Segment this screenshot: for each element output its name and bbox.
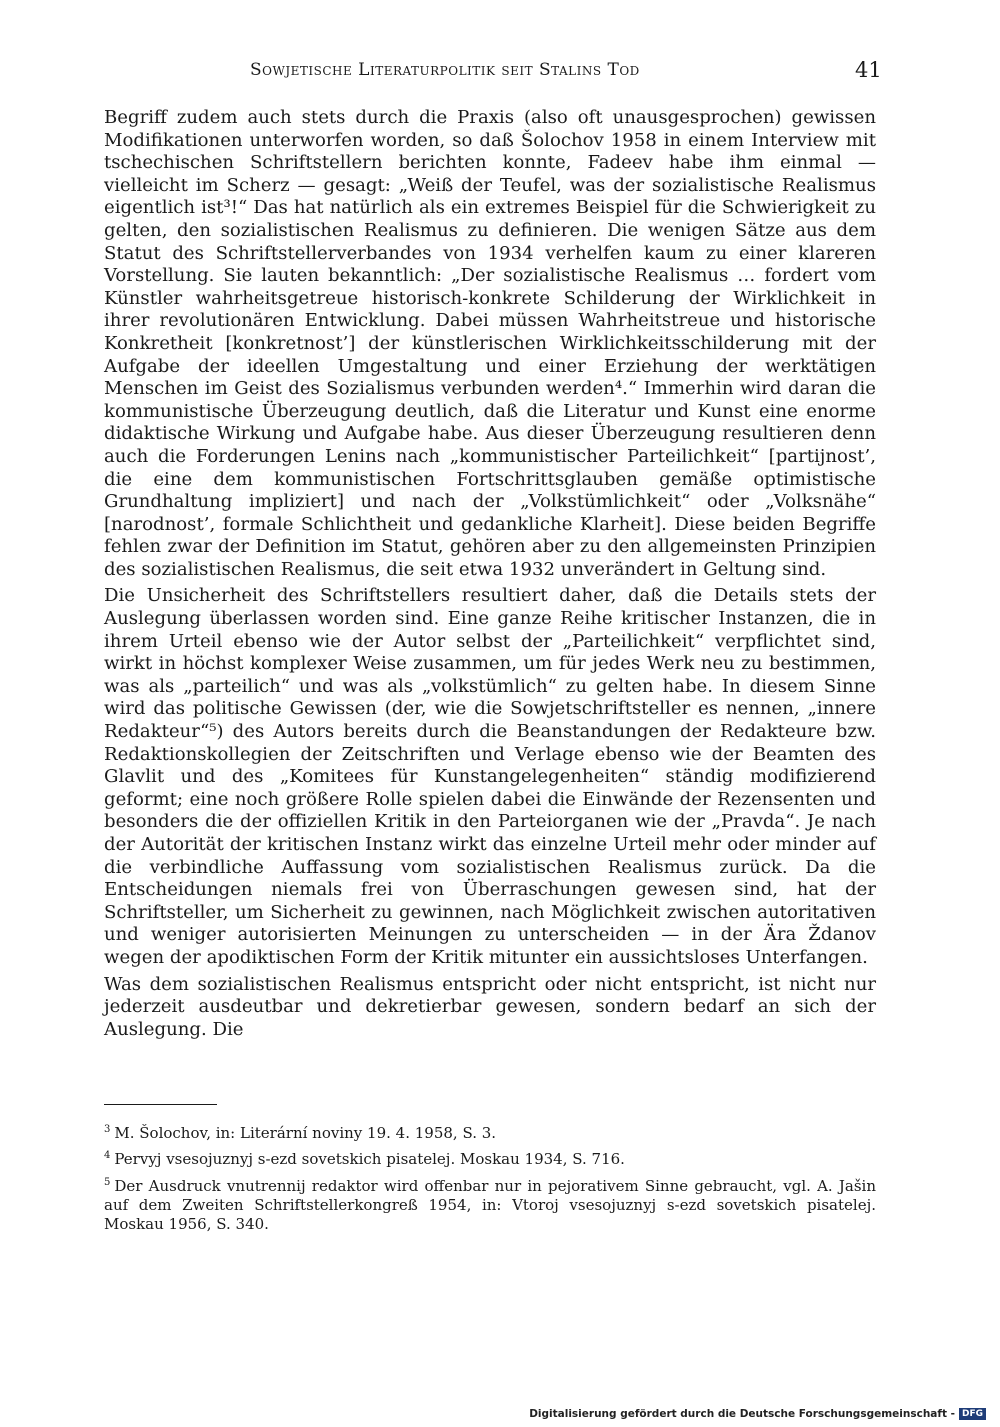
footnote-text: Pervyj vsesojuznyj s-ezd sovetskich pisatelej. Moskau 1934, S. 716.: [114, 1150, 625, 1169]
body-paragraph: Begriff zudem auch stets durch die Praxis (also oft unausgesprochen) gewissen Modifikationen unterworfen worden, so daß Šolochov 1958 in einem Interview mit tschechischen Schriftstellern berichten konnte, Fadeev habe ihm einmal — vielleicht im Scherz — gesagt: „Weiß der Teufel, was der sozialistische Realismus eigentlich ist³!“ Das hat natürlich als ein extremes Beispiel für die Schwierigkeit zu gelten, den sozialistischen Realismus zu definieren. Die wenigen Sätze aus dem Statut des Schriftstellerverbandes von 1934 verhelfen kaum zu einer klareren Vorstellung. Sie lauten bekanntlich: „Der sozialistische Realismus … fordert vom Künstler wahrheitsgetreue historisch-konkrete Schilderung der Wirklichkeit in ihrer revolutionären Entwicklung. Dabei müssen Wahrheitstreue und historische Konkretheit [konkretnost’] der künstlerischen Wirklichkeitsschilderung mit der Aufgabe der ideellen Umgestaltung und einer Erziehung der werktätigen Menschen im Geist des Sozialismus verbunden werden⁴.“ Immerhin wird daran die kommunistische Überzeugung deutlich, daß die Literatur und Kunst eine enorme didaktische Wirkung und Aufgabe habe. Aus dieser Überzeugung resultieren denn auch die Forderungen Lenins nach „kommunistischer Parteilichkeit“ [partijnost’, die eine dem kommunistischen Fortschrittsglauben gemäße optimistische Grundhaltung impliziert] und nach der „Volkstümlichkeit“ oder „Volksnähe“ [narodnost’, formale Schlichtheit und gedankliche Klarheit]. Diese beiden Begriffe fehlen zwar der Definition im Statut, gehören aber zu den allgemeinsten Prinzipien des sozialistischen Realismus, die seit etwa 1932 unverändert in Geltung sind.: [104, 107, 876, 580]
page-number: 41: [855, 58, 882, 82]
funding-notice-text: Digitalisierung gefördert durch die Deutsche Forschungsgemeinschaft -: [529, 1407, 955, 1420]
footnote: [104, 1173, 876, 1235]
body-text: [104, 107, 876, 1041]
footnote-number: 4: [104, 1150, 111, 1162]
footnote-number: 3: [104, 1124, 111, 1135]
body-paragraph: Die Unsicherheit des Schriftstellers resultiert daher, daß die Details stets der Auslegung überlassen worden sind. Eine ganze Reihe kritischer Instanzen, die in ihrem Urteil ebenso wie der Autor selbst der „Parteilichkeit“ verpflichtet sind, wirkt in höchst komplexer Weise zusammen, um für jedes Werk neu zu bestimmen, was als „parteilich“ und was als „volkstümlich“ zu gelten habe. In diesem Sinne wird das politische Gewissen (der, wie die Sowjetschriftsteller es nennen, „innere Redakteur“⁵) des Autors bereits durch die Beanstandungen der Redakteure bzw. Redaktionskollegien der Zeitschriften und Verlage ebenso wie der Beamten des Glavlit und des „Komitees für Kunstangelegenheiten“ ständig modifizierend geformt; eine noch größere Rolle spielen dabei die Einwände der Rezensenten und besonders die der offiziellen Kritik in den Parteiorganen wie der „Pravda“. Je nach der Autorität der kritischen Instanz wirkt das einzelne Urteil mehr oder minder auf die verbindliche Auffassung vom sozialistischen Realismus zurück. Da die Entscheidungen niemals frei von Überraschungen gewesen sind, hat der Schriftsteller, um Sicherheit zu gewinnen, nach Möglichkeit zwischen autoritativen und weniger autorisierten Meinungen zu unterscheiden — in der Ära Ždanov wegen der apodiktischen Form der Kritik mitunter ein aussichtsloses Unterfangen.: [104, 585, 876, 968]
running-head: Sowjetische Literaturpolitik seit Stalins Tod: [250, 60, 640, 80]
dfg-logo: DFG: [959, 1408, 986, 1420]
footnote: [104, 1146, 876, 1169]
footnote-text: Der Ausdruck vnutrennij redaktor wird offenbar nur in pejorativem Sinne gebraucht, vgl. A. Jašin auf dem Zweiten Schriftstellerkongreß 1954, in: Vtoroj vsesojuznyj s-ezd sovetskich pisatelej. Moskau 1956, S. 340.: [104, 1176, 876, 1234]
footnote: [104, 1120, 876, 1143]
footnotes: [104, 1120, 876, 1237]
footnote-text: M. Šolochov, in: Literární noviny 19. 4. 1958, S. 3.: [114, 1124, 497, 1142]
footnote-number: 5: [104, 1176, 111, 1188]
body-paragraph: Was dem sozialistischen Realismus entspricht oder nicht entspricht, ist nicht nur jederzeit ausdeutbar und dekretierbar gewesen, sondern bedarf an sich der Auslegung. Die: [104, 973, 876, 1040]
footnote-separator: [104, 1104, 217, 1105]
funding-notice: [529, 1406, 986, 1421]
